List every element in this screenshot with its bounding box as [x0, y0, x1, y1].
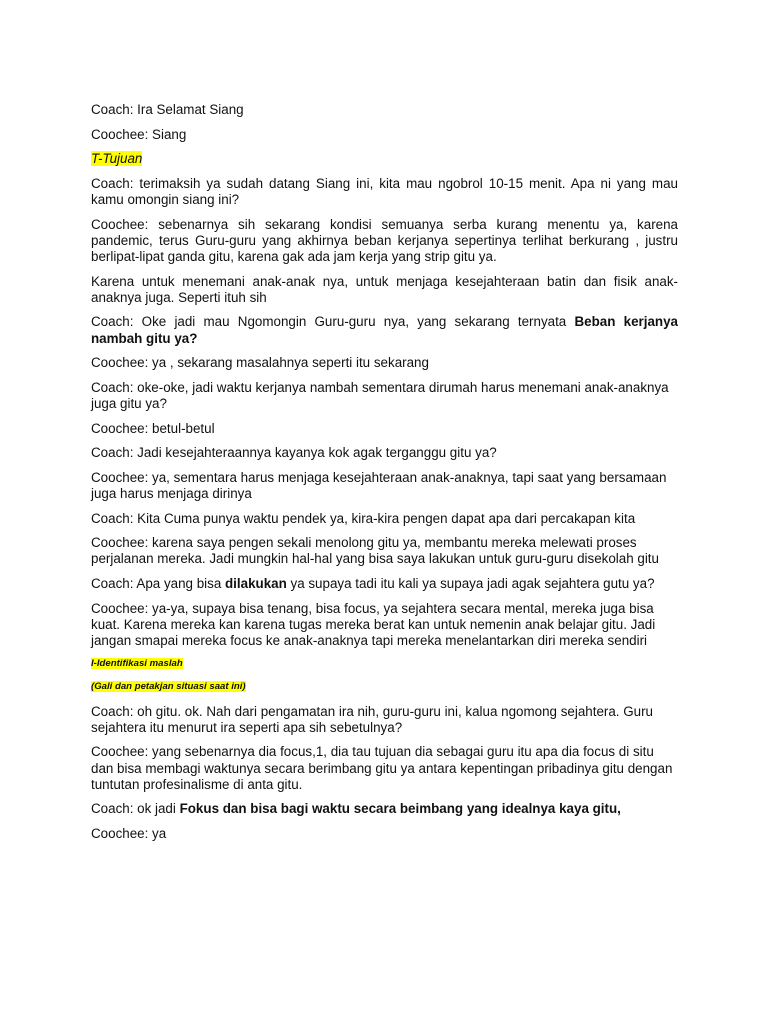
- dialogue-line: Karena untuk menemani anak-anak nya, untuk menjaga kesejahteraan batin dan fisik anak-anaknya juga. Seperti ituh sih: [91, 273, 678, 305]
- dialogue-line: Coochee: ya, sementara harus menjaga kesejahteraan anak-anaknya, tapi saat yang bersamaan juga harus menjaga dirinya: [91, 469, 667, 501]
- bold-text: Fokus dan bisa bagi waktu secara beimbang yang idealnya kaya gitu,: [179, 801, 621, 817]
- dialogue-line: [91, 576, 678, 592]
- line-text: Coach: Oke jadi mau Ngomongin Guru-guru nya, yang sekarang ternyata: [91, 314, 575, 330]
- dialogue-line: Coochee: sebenarnya sih sekarang kondisi semuanya serba kurang menentu ya, karena pandemic, terus Guru-guru yang akhirnya beban kerjanya sepertinya terlihat berkurang , justru berlipat-lipat ganda gitu, karena gak ada jam kerja yang strip gitu ya.: [91, 216, 678, 264]
- section-heading-tujuan: [91, 151, 678, 167]
- bold-text: Beban kerjanya nambah gitu ya?: [91, 314, 678, 346]
- dialogue-line: Coach: oke-oke, jadi waktu kerjanya nambah sementara dirumah harus menemani anak-anaknya juga gitu ya?: [91, 379, 669, 411]
- dialogue-line: Coach: Jadi kesejahteraannya kayanya kok agak terganggu gitu ya?: [91, 445, 497, 461]
- dialogue-line: Coochee: betul-betul: [91, 420, 215, 436]
- section-heading-identifikasi: [91, 658, 678, 670]
- dialogue-line: Coach: terimaksih ya sudah datang Siang ini, kita mau ngobrol 10-15 menit. Apa ni yang mau kamu omongin siang ini?: [91, 175, 678, 207]
- section-subheading: [91, 681, 678, 693]
- dialogue-line: Coochee: ya-ya, supaya bisa tenang, bisa focus, ya sejahtera secara mental, mereka juga bisa kuat. Karena mereka kan karena tugas mereka berat kan untuk nemenin anak belajar gitu. Jadi jangan smapai mereka focus ke anak-anaknya tapi mereka menelantarkan diri mereka sendiri: [91, 600, 656, 648]
- dialogue-line: Coach: oh gitu. ok. Nah dari pengamatan ira nih, guru-guru ini, kalua ngomong sejahtera. Guru sejahtera itu menurut ira seperti apa sih sebetulnya?: [91, 703, 654, 735]
- line-text: ya supaya tadi itu kali ya supaya jadi agak sejahtera gutu ya?: [286, 575, 655, 591]
- dialogue-line: Coach: Kita Cuma punya waktu pendek ya, kira-kira pengen dapat apa dari percakapan kita: [91, 510, 636, 526]
- dialogue-line: Coach: Ira Selamat Siang: [91, 102, 244, 117]
- dialogue-line: Coochee: karena saya pengen sekali menolong gitu ya, membantu mereka melewati proses perjalanan mereka. Jadi mungkin hal-hal yang bisa saya lakukan untuk guru-guru disekolah gitu: [91, 535, 659, 567]
- highlighted-subheading: (Gali dan petakjan situasi saat ini): [91, 680, 246, 692]
- line-text: Coach: Apa yang bisa: [91, 575, 225, 591]
- line-text: Coach: ok jadi: [91, 801, 180, 817]
- dialogue-line: [91, 314, 678, 346]
- dialogue-line: [91, 801, 678, 817]
- dialogue-line: Coochee: Siang: [91, 126, 187, 142]
- bold-text: dilakukan: [225, 575, 287, 591]
- highlighted-heading: I-Identifikasi maslah: [91, 657, 183, 669]
- document-body: [91, 102, 678, 851]
- dialogue-line: Coochee: ya: [91, 825, 167, 841]
- dialogue-line: Coochee: ya , sekarang masalahnya seperti itu sekarang: [91, 355, 429, 371]
- dialogue-line: Coochee: yang sebenarnya dia focus,1, dia tau tujuan dia sebagai guru itu apa dia focus di situ dan bisa membagi waktunya secara berimbang gitu ya antara kepentingan pribadinya gitu dengan tuntutan profesinalisme di anta gitu.: [91, 744, 673, 792]
- highlighted-heading: T-Tujuan: [91, 151, 143, 167]
